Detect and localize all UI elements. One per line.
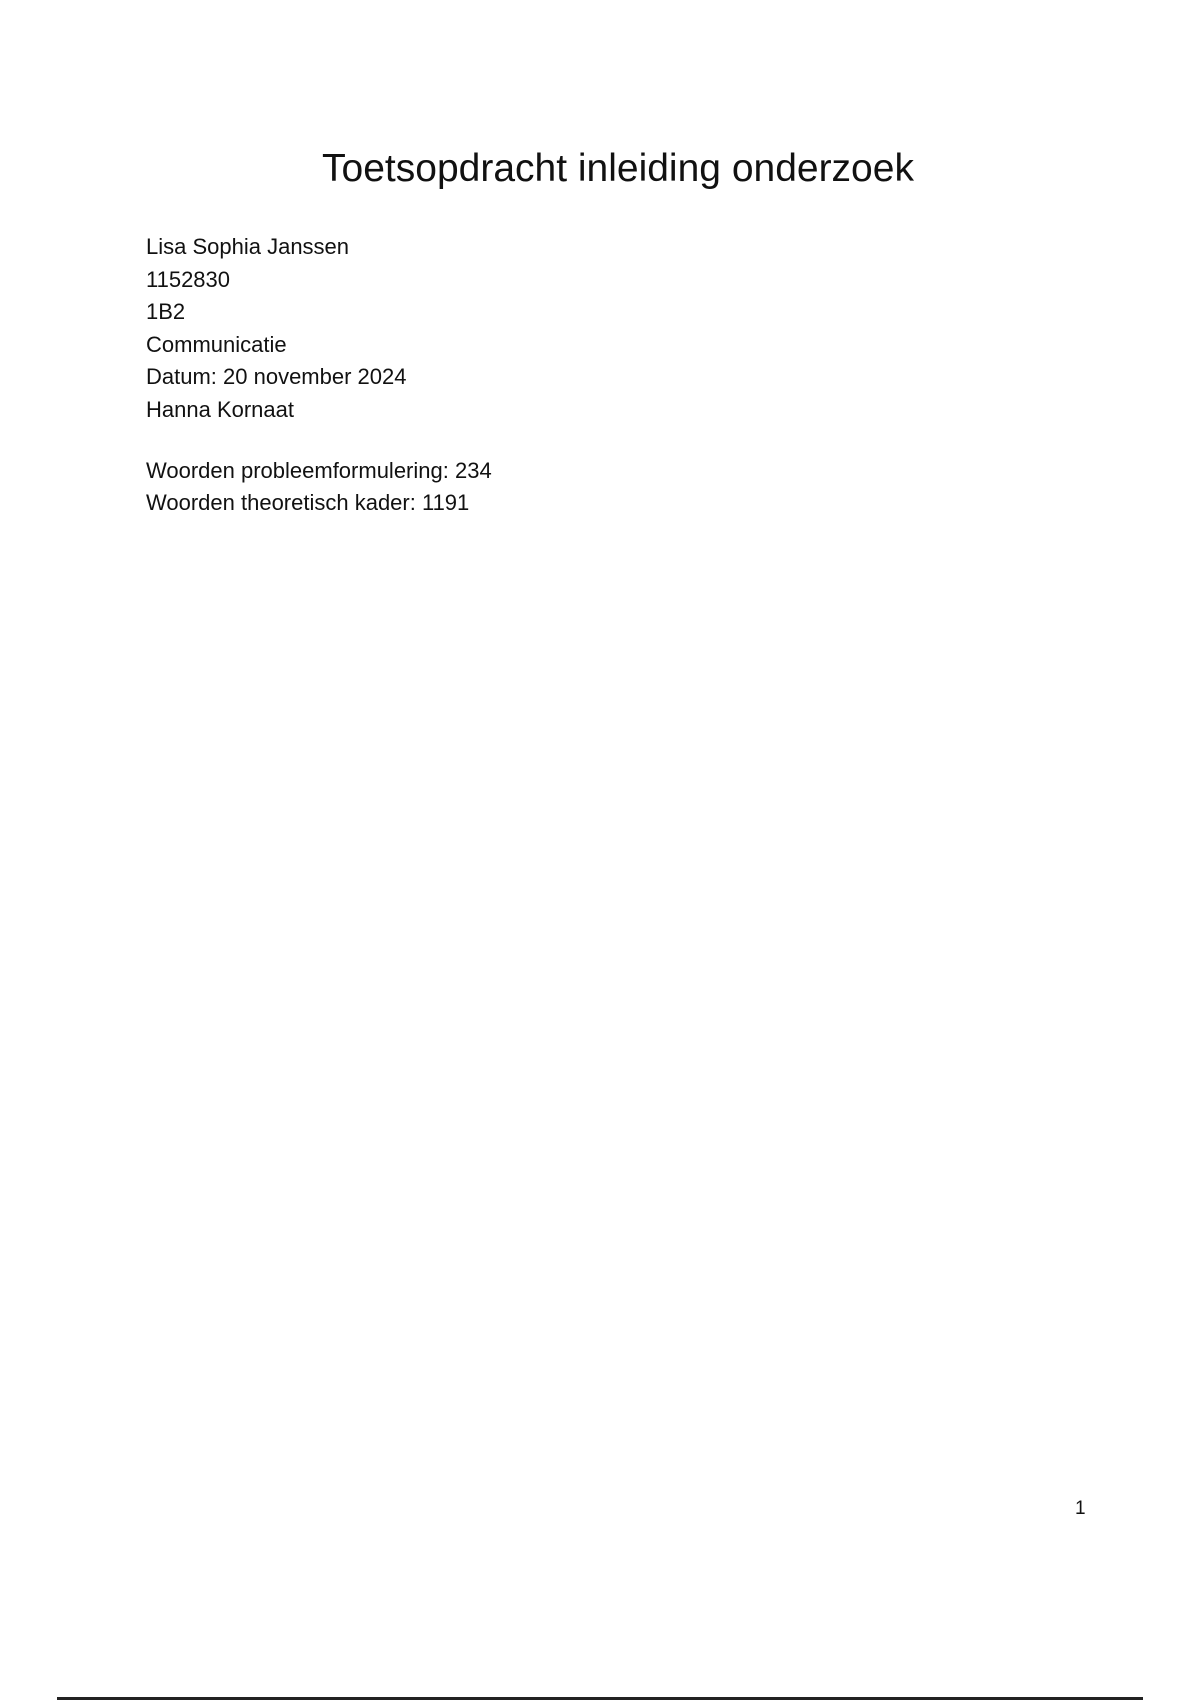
date-line: Datum: 20 november 2024: [146, 364, 407, 389]
study-program: Communicatie: [146, 331, 287, 357]
author-info-block: [146, 231, 407, 426]
word-count-theoretical-framework: Woorden theoretisch kader: 1191: [146, 490, 470, 515]
author-name: Lisa Sophia Janssen: [146, 234, 350, 259]
student-number: 1152830: [146, 266, 231, 292]
word-count-block: [146, 455, 492, 519]
teacher-name: Hanna Kornaat: [146, 396, 294, 422]
page-number: 1: [1075, 1498, 1086, 1519]
document-title: Toetsopdracht inleiding onderzoek: [322, 147, 914, 190]
class-code: 1B2: [146, 299, 186, 324]
word-count-problem-statement: Woorden probleemformulering: 234: [146, 458, 492, 483]
